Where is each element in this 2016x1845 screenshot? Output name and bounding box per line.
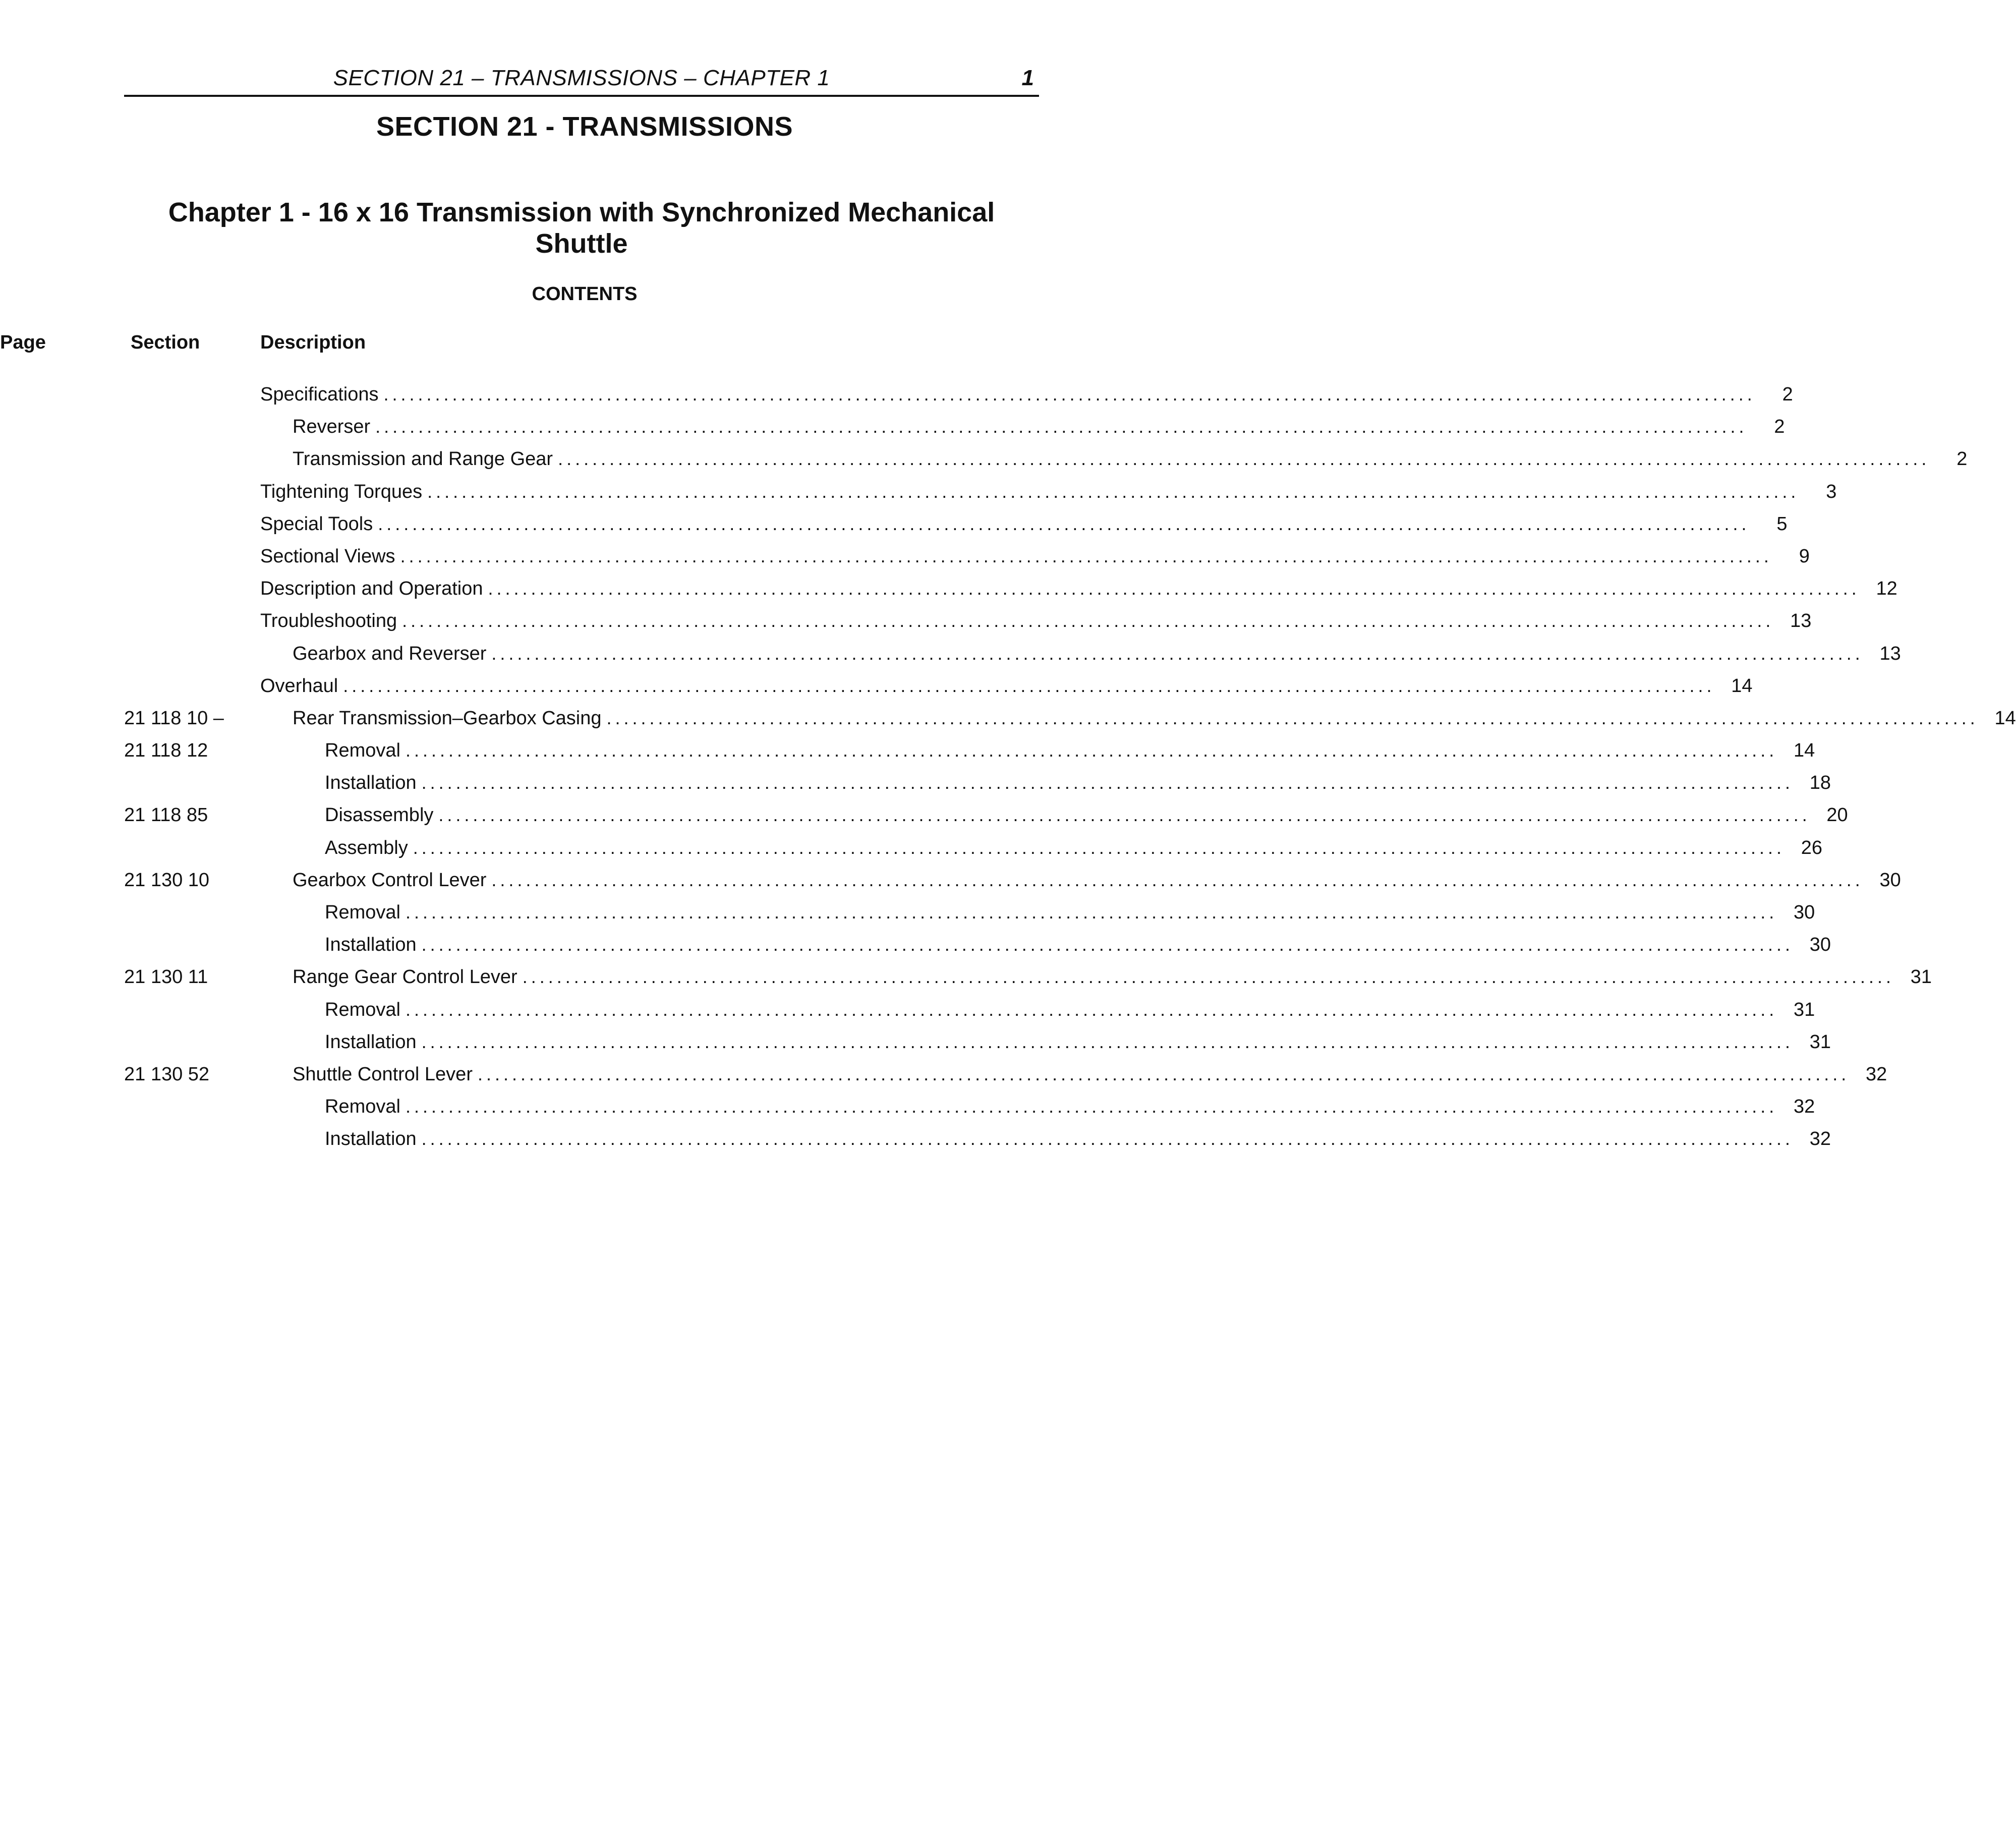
toc-page-number: 2 [1956,448,1968,470]
toc-entry[interactable] [293,414,1785,440]
toc-page-number: 12 [1876,578,1897,600]
dot-leader: ................................................................................................................................................................ [413,837,1785,858]
toc-entry-label: Sectional Views [260,545,395,567]
toc-row [124,1126,1831,1158]
toc-entry-label: Shuttle Control Lever [293,1063,473,1085]
toc-entry[interactable] [325,1126,1831,1152]
toc-page-number: 32 [1793,1096,1815,1118]
toc-entry-label: Gearbox Control Lever [293,869,487,891]
running-title: SECTION 21 – TRANSMISSIONS – CHAPTER 1 [333,66,830,90]
dot-leader: ................................................................................................................................................................ [400,545,1772,566]
toc-entry-label: Specifications [260,384,379,405]
toc-entry-label: Installation [325,1031,417,1053]
toc-entry-label: Assembly [325,837,408,858]
dot-leader: ................................................................................................................................................................ [558,448,1930,470]
toc-entry-label: Removal [325,1096,400,1118]
toc-entry[interactable] [325,1093,1815,1120]
dot-leader: ................................................................................................................................................................ [421,1031,1794,1052]
dot-leader: ................................................................................................................................................................ [488,578,1860,599]
toc-entry[interactable] [293,964,1932,990]
toc-section-code: 21 118 12 [124,740,208,762]
chapter-title: Chapter 1 - 16 x 16 Transmission with Synchronized Mechanical Shuttle [168,197,995,259]
section-title: SECTION 21 - TRANSMISSIONS [376,111,793,142]
toc-entry-label: Range Gear Control Lever [293,966,517,988]
toc-page-number: 13 [1879,643,1901,664]
dot-leader: ................................................................................................................................................................ [405,999,1778,1020]
toc-page-number: 31 [1910,966,1932,988]
toc-entry[interactable] [260,381,1793,408]
toc-section-code: 21 130 11 [124,966,208,988]
toc-page-number: 26 [1801,837,1823,858]
toc-row [124,770,1831,802]
toc-entry-label: Gearbox and Reverser [293,643,487,664]
toc-row [124,641,1901,673]
toc-entry-label: Installation [325,934,417,956]
toc-entry[interactable] [260,479,1837,505]
toc-section-code: 21 130 52 [124,1063,210,1085]
toc-page-number: 14 [1731,675,1753,697]
running-header [124,64,1039,94]
toc-page-number: 18 [1809,772,1831,794]
toc-entry[interactable] [260,673,1753,699]
toc-entry-label: Reverser [293,416,371,438]
toc-row [124,608,1812,640]
contents-title: CONTENTS [532,283,638,305]
toc-entry-label: Troubleshooting [260,610,397,632]
toc-entry-label: Description and Operation [260,578,483,600]
header-rule [124,95,1039,97]
toc-entry[interactable] [325,802,1848,828]
column-header-page: Page [0,332,46,353]
toc-entry-label: Overhaul [260,675,338,697]
toc-row [124,737,1815,770]
dot-leader: ................................................................................................................................................................ [477,1063,1850,1084]
column-header-section: Section [131,332,200,353]
toc-row [124,381,1793,414]
toc-page-number: 31 [1809,1031,1831,1053]
toc-entry-label: Disassembly [325,804,434,826]
dot-leader: ................................................................................................................................................................ [421,934,1794,955]
toc-entry-label: Special Tools [260,513,373,535]
toc-row [124,446,1968,478]
dot-leader: ................................................................................................................................................................ [343,675,1715,696]
dot-leader: ................................................................................................................................................................ [375,416,1748,437]
toc-entry[interactable] [260,511,1788,537]
toc-entry[interactable] [293,1061,1887,1087]
toc-page-number: 32 [1866,1063,1887,1085]
toc-entry[interactable] [293,867,1901,893]
toc-row [124,1029,1831,1061]
toc-page-number: 30 [1879,869,1901,891]
dot-leader: ................................................................................................................................................................ [405,1096,1778,1117]
dot-leader: ................................................................................................................................................................ [378,513,1750,534]
toc-entry[interactable] [325,835,1823,861]
dot-leader: ................................................................................................................................................................ [522,966,1894,988]
toc-page-number: 2 [1782,384,1793,405]
toc-entry-label: Rear Transmission–Gearbox Casing [293,707,602,729]
toc-page-number: 31 [1793,999,1815,1020]
dot-leader: ................................................................................................................................................................ [491,869,1864,890]
toc-entry[interactable] [325,899,1815,926]
toc-section-code: 21 118 85 [124,804,208,826]
dot-leader: ................................................................................................................................................................ [383,384,1756,405]
toc-page-number: 2 [1774,416,1785,438]
dot-leader: ................................................................................................................................................................ [606,707,1979,728]
toc-row [124,997,1815,1029]
toc-row [124,705,2016,737]
toc-entry-label: Installation [325,1128,417,1150]
toc-row [124,511,1788,543]
toc-row [124,479,1837,511]
toc-row [124,673,1753,705]
toc-row [124,835,1823,867]
toc-entry-label: Tightening Torques [260,481,423,502]
toc-entry-label: Removal [325,999,400,1020]
toc-section-code: 21 118 10 – [124,707,224,729]
dot-leader: ................................................................................................................................................................ [405,740,1778,761]
toc-row [124,575,1897,608]
toc-entry[interactable] [260,608,1812,634]
toc-row [124,543,1810,575]
toc-page-number: 5 [1776,513,1788,535]
toc-entry[interactable] [293,641,1901,667]
toc-page-number: 13 [1790,610,1812,632]
dot-leader: ................................................................................................................................................................ [402,610,1774,631]
toc-page-number: 20 [1826,804,1848,826]
toc-entry[interactable] [325,1029,1831,1055]
toc-row [124,802,1848,834]
dot-leader: ................................................................................................................................................................ [438,804,1811,826]
column-header-description: Description [260,332,366,353]
dot-leader: ................................................................................................................................................................ [421,1128,1794,1149]
toc-row [124,964,1932,996]
toc-page-number: 14 [1994,707,2016,729]
toc-row [124,899,1815,932]
toc-entry-label: Transmission and Range Gear [293,448,553,470]
dot-leader: ................................................................................................................................................................ [405,902,1778,922]
toc-entry-label: Installation [325,772,417,794]
toc-entry[interactable] [260,575,1897,602]
toc-entry-label: Removal [325,902,400,923]
toc-page-number: 3 [1826,481,1837,502]
dot-leader: ................................................................................................................................................................ [427,481,1800,502]
toc-entry[interactable] [293,705,2016,731]
toc-entry[interactable] [325,997,1815,1023]
toc-row [124,1093,1815,1126]
toc-entry[interactable] [325,932,1831,958]
toc-page-number: 30 [1809,934,1831,956]
toc-row [124,867,1901,899]
toc-page-number: 30 [1793,902,1815,923]
toc-row [124,932,1831,964]
toc-entry[interactable] [260,543,1810,569]
toc-entry[interactable] [325,770,1831,796]
dot-leader: ................................................................................................................................................................ [421,772,1794,793]
toc-entry-label: Removal [325,740,400,762]
toc-page-number: 32 [1809,1128,1831,1150]
toc-row [124,1061,1887,1093]
page-number: 1 [1021,66,1034,90]
toc-entry[interactable] [325,737,1815,764]
toc-section-code: 21 130 10 [124,869,210,891]
toc-page-number: 9 [1799,545,1810,567]
toc-row [124,414,1785,446]
dot-leader: ................................................................................................................................................................ [491,643,1864,664]
toc-page-number: 14 [1793,740,1815,762]
table-of-contents [124,381,2016,1159]
toc-entry[interactable] [293,446,1968,472]
